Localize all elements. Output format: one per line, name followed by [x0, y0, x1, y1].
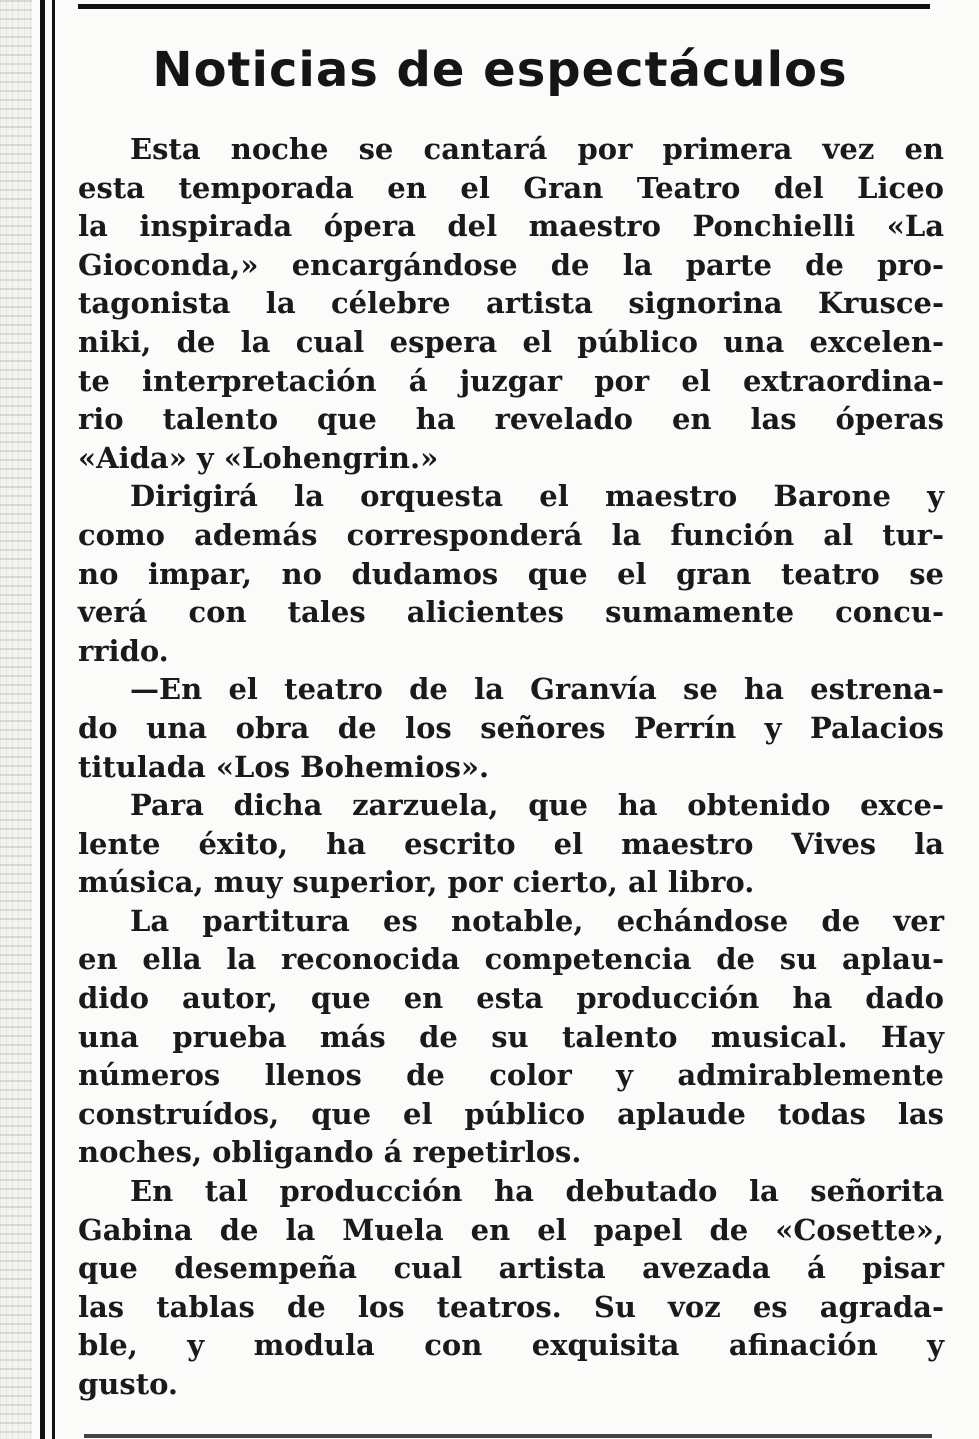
- text-line: como además corresponderá la función al tur-: [78, 517, 944, 552]
- text-line: titulada «Los Bohemios».: [78, 749, 490, 784]
- article-paragraph: [78, 786, 944, 902]
- column-rule-thick: [40, 0, 45, 1439]
- article-paragraph: [78, 477, 944, 670]
- text-line: en ella la reconocida competencia de su aplau-: [78, 942, 944, 977]
- text-line: do una obra de los señores Perrín y Palacios: [78, 710, 944, 745]
- text-line: —En el teatro de la Granvía se ha estrena-: [130, 672, 944, 707]
- text-line: La partitura es notable, echándose de ver: [130, 903, 944, 938]
- text-line: te interpretación á juzgar por el extraordina-: [78, 363, 944, 398]
- column-rule-thin: [52, 0, 55, 1439]
- text-line: una prueba más de su talento musical. Hay: [78, 1019, 944, 1054]
- text-line: niki, de la cual espera el público una excelen-: [78, 324, 944, 359]
- article-body: [78, 130, 944, 1404]
- text-line: las tablas de los teatros. Su voz es agrada-: [78, 1289, 944, 1324]
- article-paragraph: [78, 1172, 944, 1404]
- top-rule: [78, 4, 930, 9]
- article-paragraph: [78, 130, 944, 477]
- text-line: construídos, que el público aplaude todas las: [78, 1096, 944, 1131]
- text-line: tagonista la célebre artista signorina Krusce-: [78, 286, 944, 321]
- text-line: Gabina de la Muela en el papel de «Cosette»,: [78, 1212, 944, 1247]
- article-paragraph: [78, 902, 944, 1172]
- text-line: Dirigirá la orquesta el maestro Barone y: [130, 479, 944, 514]
- text-line: rrido.: [78, 633, 169, 668]
- text-line: rio talento que ha revelado en las óperas: [78, 402, 944, 437]
- text-line: no impar, no dudamos que el gran teatro se: [78, 556, 944, 591]
- text-line: lente éxito, ha escrito el maestro Vives la: [78, 826, 944, 861]
- text-line: Gioconda,» encargándose de la parte de pro-: [78, 247, 944, 282]
- text-line: números llenos de color y admirablemente: [78, 1058, 944, 1093]
- text-line: «Aida» y «Lohengrin.»: [78, 440, 439, 475]
- bottom-rule: [84, 1434, 932, 1438]
- article-paragraph: [78, 670, 944, 786]
- text-line: Esta noche se cantará por primera vez en: [130, 132, 944, 166]
- text-line: gusto.: [78, 1367, 179, 1401]
- text-line: música, muy superior, por cierto, al libro.: [78, 865, 755, 900]
- text-line: dido autor, que en esta producción ha dado: [78, 981, 944, 1016]
- adjacent-column-edge: [0, 0, 32, 1439]
- article-headline: Noticias de espectáculos: [152, 42, 848, 98]
- text-line: la inspirada ópera del maestro Ponchielli «La: [78, 209, 944, 244]
- text-line: En tal producción ha debutado la señorita: [130, 1174, 944, 1209]
- text-line: verá con tales alicientes sumamente concu-: [78, 595, 944, 630]
- text-line: Para dicha zarzuela, que ha obtenido exce-: [130, 788, 944, 823]
- text-line: que desempeña cual artista avezada á pisar: [78, 1251, 944, 1286]
- text-line: esta temporada en el Gran Teatro del Liceo: [78, 170, 944, 205]
- text-line: ble, y modula con exquisita afinación y: [78, 1328, 944, 1363]
- text-line: noches, obligando á repetirlos.: [78, 1135, 582, 1170]
